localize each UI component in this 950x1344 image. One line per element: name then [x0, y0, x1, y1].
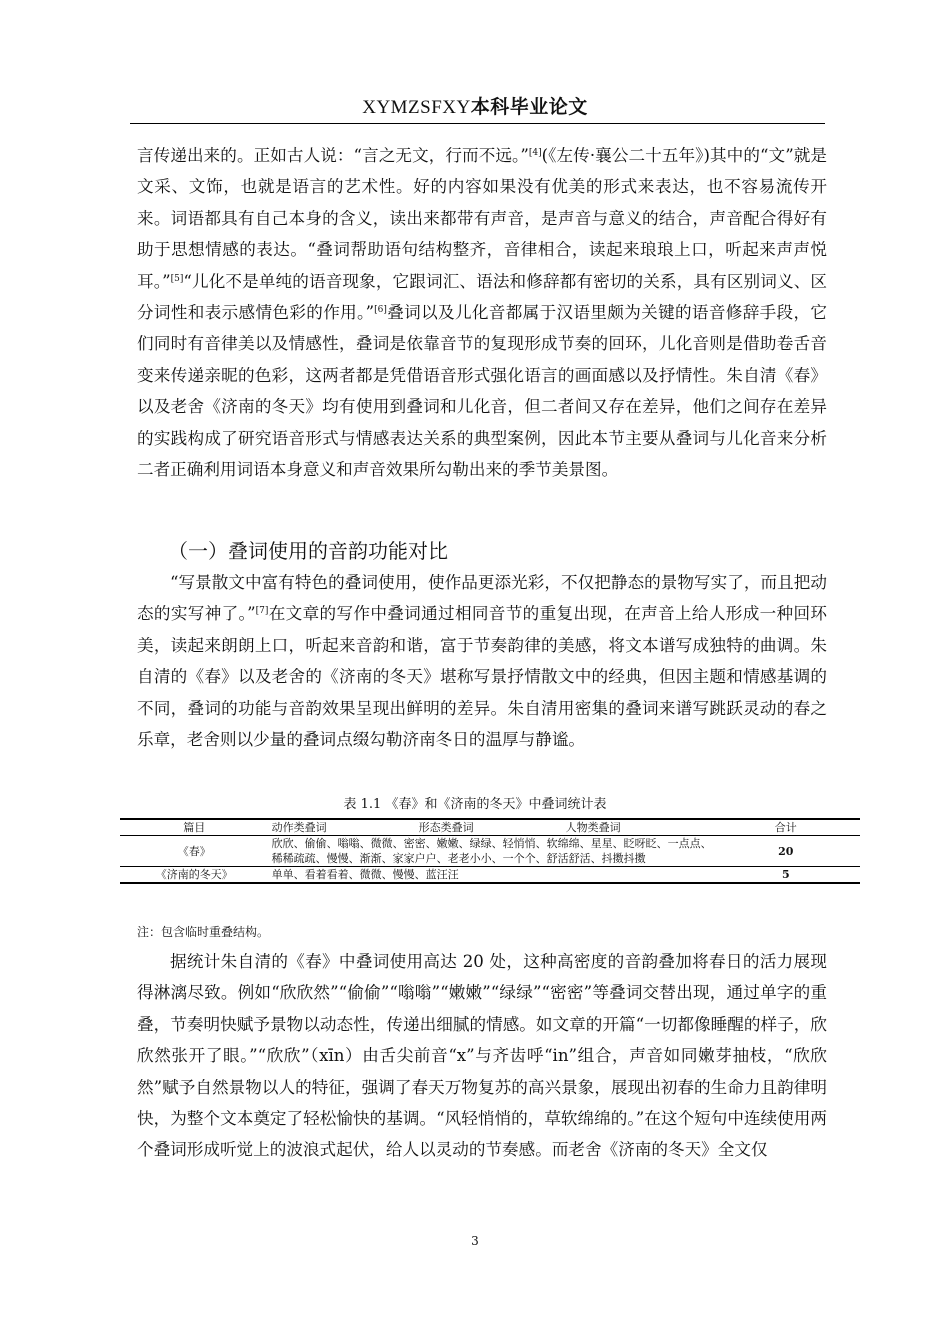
header-shape: 形态类叠词: [418, 821, 474, 834]
row-total: 5: [712, 867, 860, 884]
header-people: 人物类叠词: [565, 821, 621, 834]
citation-6: [6]: [374, 305, 387, 316]
table-header-total: 合计: [712, 819, 860, 836]
para2-text-1: “写景散文中富有特色的叠词使用，使作品更添光彩，不仅把静态的景物写实了，而且把动态的实写神了。”: [137, 573, 827, 624]
table-header-categories: [269, 819, 712, 836]
table-row: [120, 836, 860, 867]
citation-4: [4]: [528, 148, 542, 158]
para1-text-4: 叠词以及儿化音都属于汉语里颇为关键的语音修辞手段，它们同时有音律美以及情感性，叠词是依靠音节的复现形成节奏的回环，儿化音则是借助卷舌音变来传递亲昵的色彩，这两者都是凭借语音形式强化语言的画面感以及抒情性。朱自清《春》以及老舍《济南的冬天》均有使用到叠词和儿化音，但二者间又存在差异，他们之间存在差异的实践构成了研究语音形式与情感表达关系的典型案例，因此本节主要从叠词与儿化音来分析二者正确利用词语本身意义和声音效果所勾勒出来的季节美景图。: [137, 303, 827, 480]
paragraph-1: [137, 140, 827, 485]
para2-text-2: 在文章的写作中叠词通过相同音节的重复出现，在声音上给人形成一种回环美，读起来朗朗上口，听起来音韵和谐，富于节奏韵律的美感，将文本谱写成独特的曲调。朱自清的《春》以及老舍的《济南的冬天》堪称写景抒情散文中的经典，但因主题和情感基调的不同，叠词的功能与音韵效果呈现出鲜明的差异。朱自清用密集的叠词来谱写跳跃灵动的春之乐章，老舍则以少量的叠词点缀勾勒济南冬日的温厚与静谧。: [137, 604, 827, 750]
page-header: [0, 92, 950, 119]
citation-7: [7]: [255, 606, 269, 617]
citation-5: [5]: [170, 273, 184, 284]
header-latin: XYMZSFXY: [362, 97, 471, 118]
row-words: 欣欣、偷偷、嗡嗡、微微、密密、嫩嫩、绿绿、轻悄悄、软绵绵、星星、眨呀眨、一点点、稀稀疏疏、慢慢、渐渐、家家户户、老老小小、一个个、舒活舒活、抖擞抖擞: [269, 836, 712, 867]
header-action: 动作类叠词: [271, 821, 327, 834]
table-caption: 表 1.1 《春》和《济南的冬天》中叠词统计表: [343, 797, 607, 812]
header-rule: [130, 123, 825, 124]
table-row: [120, 867, 860, 884]
para3-text-1: 据统计朱自清的《春》中叠词使用高达 20 处，这种高密度的音韵叠加将春日的活力展现得淋漓尽致。例如“欣欣然”“偷偷”“嗡嗡”“嫩嫩”“绿绿”“密密”等叠词交替出现，通过单字的重叠，节奏明快赋予景物以动态性，传递出细腻的情感。如文章的开篇“一切都像睡醒的样子，欣欣然张开了眼。”“欣欣”（xīn）由舌尖前音“x”与齐齿呼“in”组合，声音如同嫩芽抽枝，“欣欣然”赋予自然景物以人的特征，强调了春天万物复苏的高兴景象，展现出初春的生命力且韵律明快，为整个文本奠定了轻松愉快的基调。“风轻悄悄的，草软绵绵的。”在这个短句中连续使用两个叠词形成听觉上的波浪式起伏，给人以灵动的节奏感。而老舍《济南的冬天》全文仅: [137, 952, 827, 1160]
table-note: 注：包含临时重叠结构。: [137, 925, 270, 939]
row-words: 单单、看着看着、微微、慢慢、蓝汪汪: [269, 867, 712, 884]
section-title: （一）叠词使用的音韵功能对比: [168, 539, 448, 563]
row-total: 20: [712, 836, 860, 867]
header-cn: 本科毕业论文: [470, 96, 588, 118]
para1-text-2: (《左传·襄公二十五年》)其中的“文”就是文采、文饰，也就是语言的艺术性。好的内容如果没有优美的形式来表达，也不容易流传开来。词语都具有自己本身的含义，读出来都带有声音，是声音与意义的结合，声音配合得好有助于思想情感的表达。“叠词帮助语句结构整齐，音律相合，读起来琅琅上口，听起来声声悦耳。”: [137, 146, 827, 291]
para1-text-1: 言传递出来的。正如古人说：“言之无文，行而不远。”: [137, 146, 529, 165]
page-number: 3: [471, 1234, 479, 1248]
paragraph-2: [137, 567, 827, 755]
word-stats-table: [120, 818, 860, 884]
row-title: 《春》: [120, 836, 269, 867]
para1-text-3: “儿化不是单纯的语音现象，它跟词汇、语法和修辞都有密切的关系，具有区别词义、区分词性和表示感情色彩的作用。”: [137, 271, 828, 323]
table-header-title: 篇目: [120, 819, 269, 836]
row-title: 《济南的冬天》: [120, 867, 269, 884]
paragraph-3: [137, 946, 827, 1166]
